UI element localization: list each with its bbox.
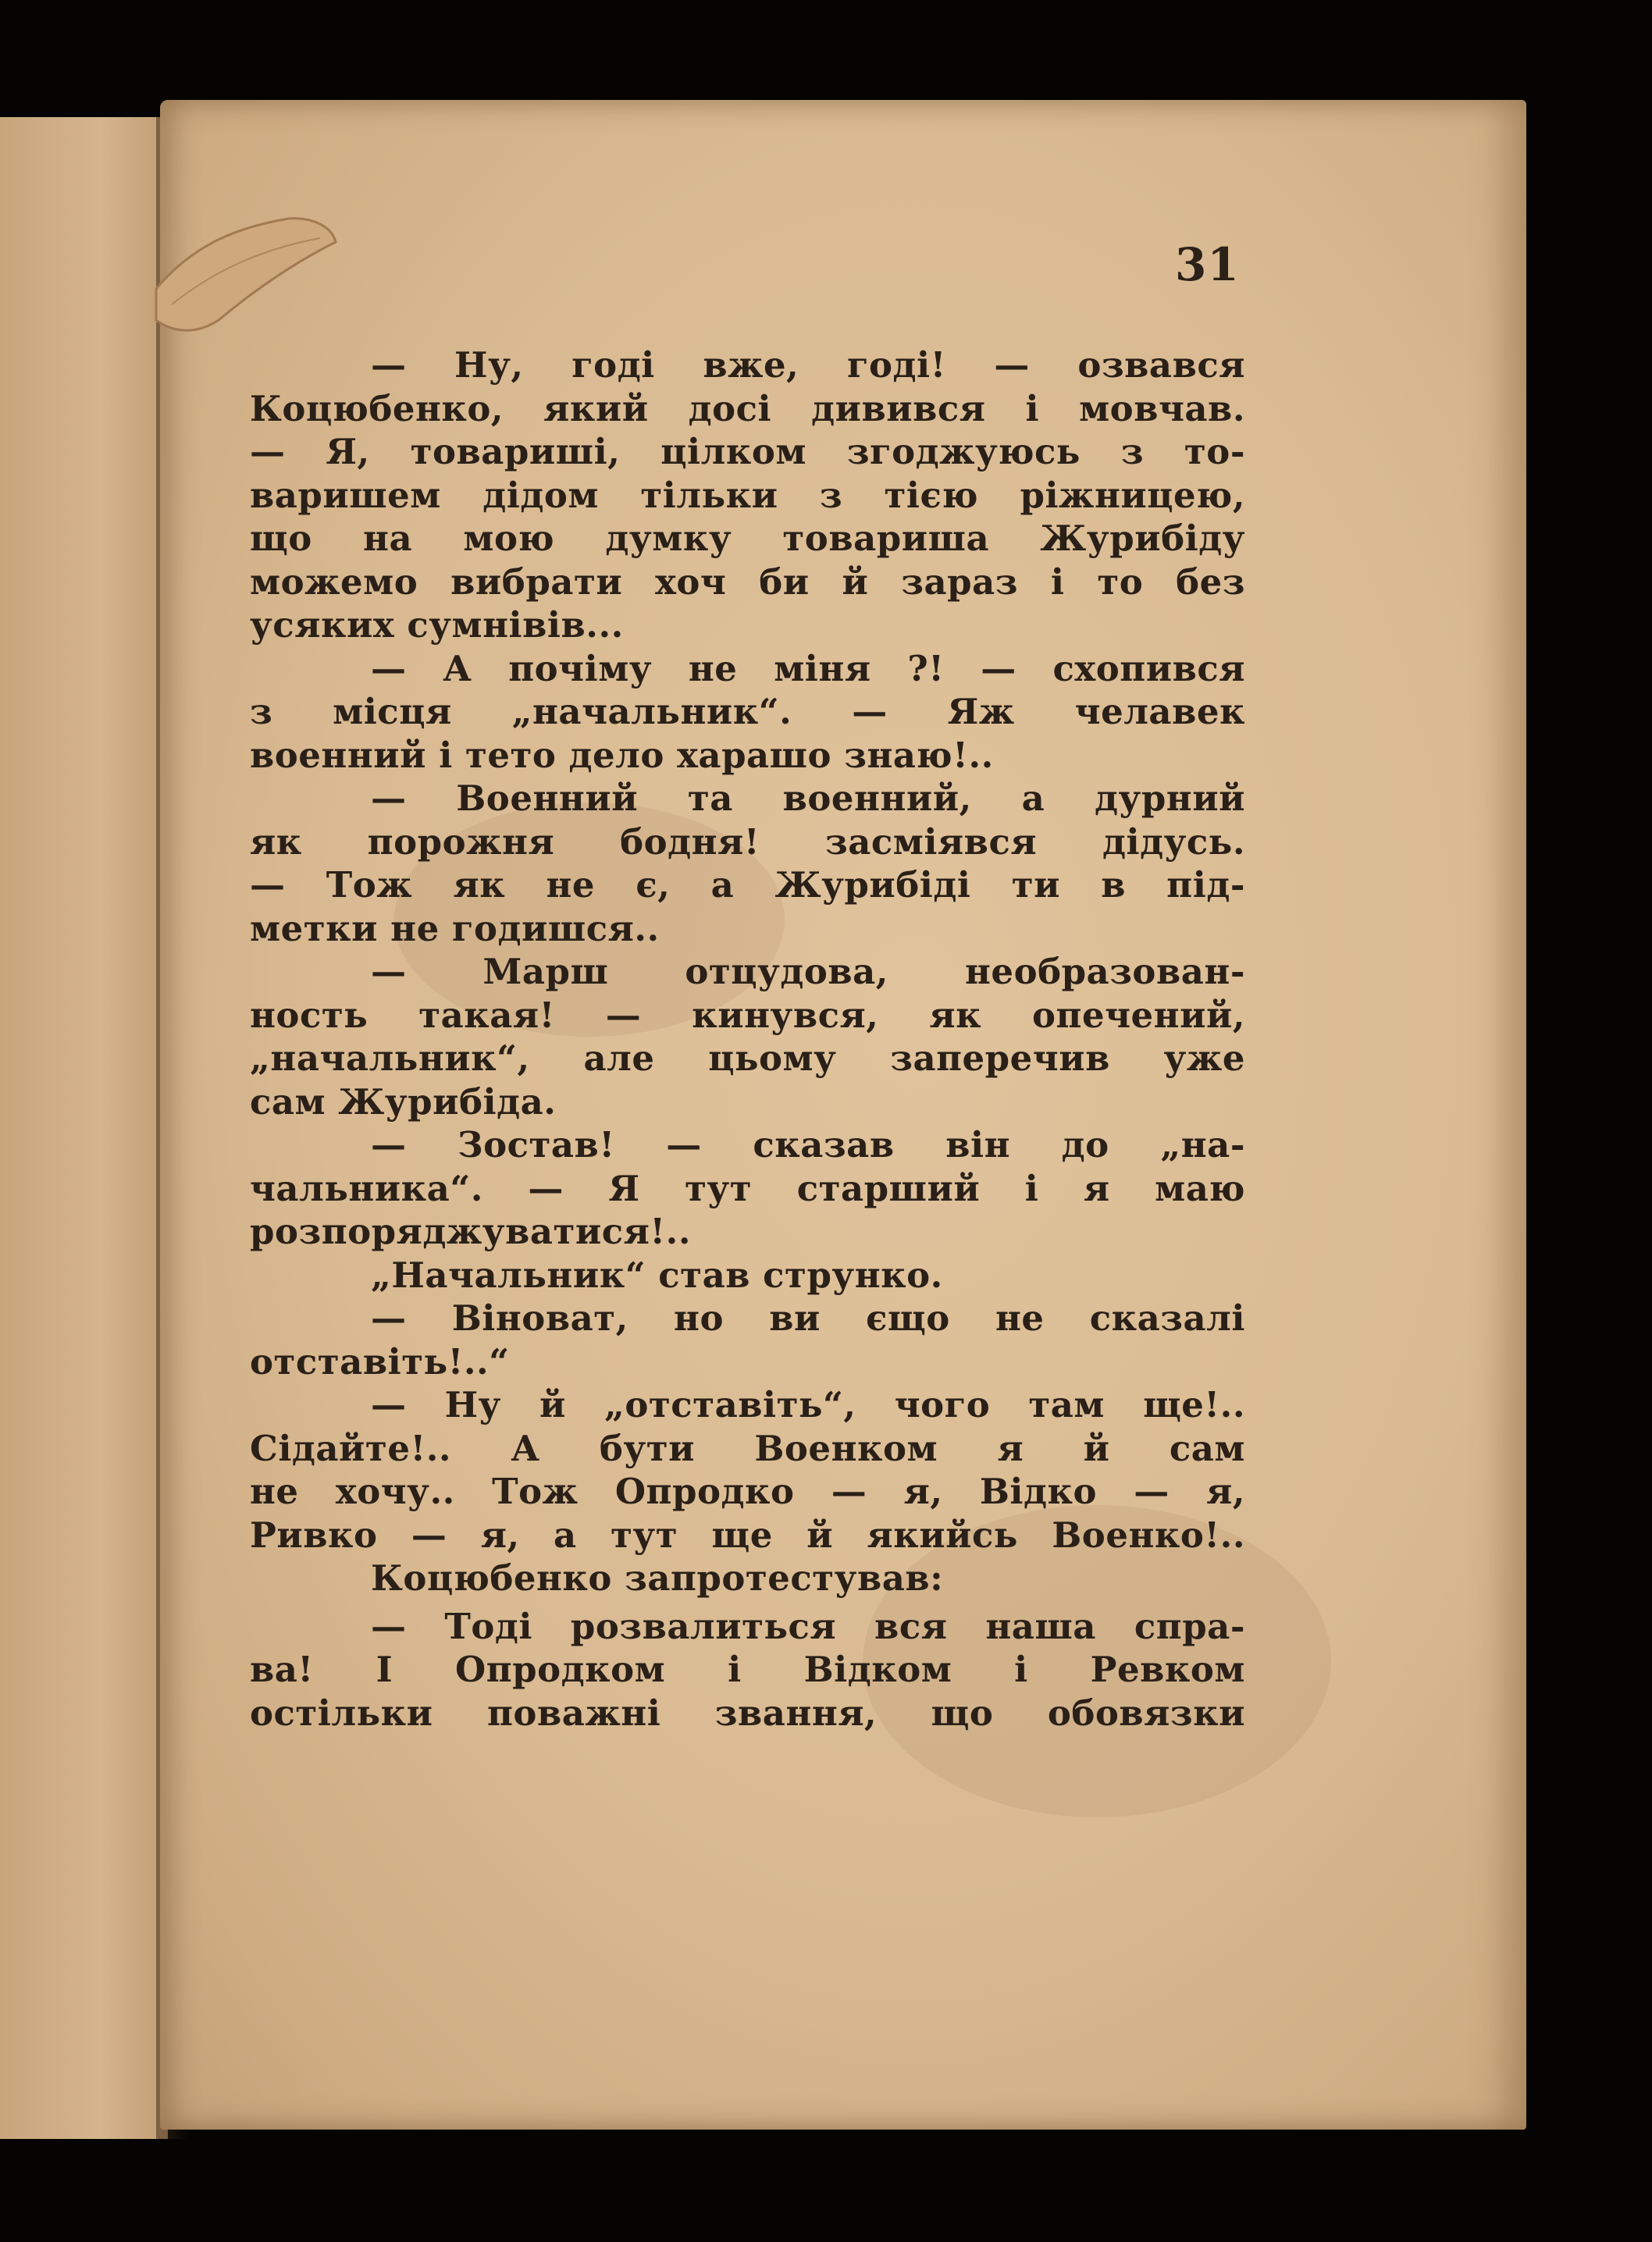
text-line: остільки поважні звання, що обовязки bbox=[250, 1692, 1245, 1734]
text-line: отставіть!..“ bbox=[250, 1340, 510, 1383]
text-line: Ривко — я, а тут ще й якийсь Военко!.. bbox=[250, 1514, 1245, 1556]
text-line: не хочу.. Тож Опродко — я, Відко — я, bbox=[250, 1471, 1245, 1512]
page-number: 31 bbox=[1175, 238, 1240, 291]
text-line: — Военний та военний, а дурний bbox=[371, 778, 1245, 819]
text-line: усяких сумнівів... bbox=[250, 604, 624, 646]
text-line: — Ну й „отставіть“, чого там ще!.. bbox=[371, 1384, 1245, 1425]
text-line: Коцюбенко, який досі дивився і мовчав. bbox=[250, 387, 1245, 429]
text-line: Сідайте!.. А бути Военком я й сам bbox=[250, 1427, 1245, 1469]
text-line: „Начальник“ став струнко. bbox=[371, 1254, 943, 1296]
text-line: метки не годишся.. bbox=[250, 907, 660, 949]
text-line: що на мою думку товариша Журибіду bbox=[250, 518, 1245, 559]
text-line: розпоряджуватися!.. bbox=[250, 1211, 692, 1252]
text-line: — Зостав! — сказав він до „на- bbox=[371, 1124, 1245, 1165]
text-line: — Марш отцудова, необразован- bbox=[371, 951, 1245, 992]
text-line: можемо вибрати хоч би й зараз і то без bbox=[250, 560, 1245, 603]
text-line: — Ну, годі вже, годі! — озвався bbox=[371, 344, 1245, 386]
text-line: сам Журибіда. bbox=[250, 1080, 557, 1123]
text-line: — Тож як не є, а Журибіді ти в під- bbox=[250, 864, 1245, 906]
text-line: — Тоді розвалиться вся наша спра- bbox=[371, 1605, 1245, 1647]
text-line: военний і тето дело харашо знаю!.. bbox=[250, 734, 994, 776]
previous-page-edge bbox=[0, 117, 168, 2139]
text-line: — А почіму не міня ?! — схопився bbox=[371, 647, 1245, 689]
page-text bbox=[250, 343, 1245, 1735]
text-line: ва! І Опродком і Відком і Ревком bbox=[250, 1649, 1245, 1690]
text-line: як порожня бодня! засміявся дідусь. bbox=[250, 820, 1245, 863]
text-line: варишем дідом тільки з тією ріжницею, bbox=[250, 474, 1245, 516]
torn-corner-fold bbox=[148, 195, 344, 351]
text-line: — Віноват, но ви єщо не сказалі bbox=[371, 1297, 1245, 1339]
text-line: з місця „начальник“. — Яж челавек bbox=[250, 691, 1245, 732]
text-line: ность такая! — кинувся, як опечений, bbox=[250, 994, 1245, 1036]
text-line: Коцюбенко запротестував: bbox=[371, 1557, 944, 1599]
text-line: „начальник“, але цьому заперечив уже bbox=[250, 1037, 1245, 1079]
text-line: — Я, товариші, цілком згоджуюсь з то- bbox=[250, 431, 1245, 472]
text-line: чальника“. — Я тут старший і я маю bbox=[250, 1167, 1245, 1209]
